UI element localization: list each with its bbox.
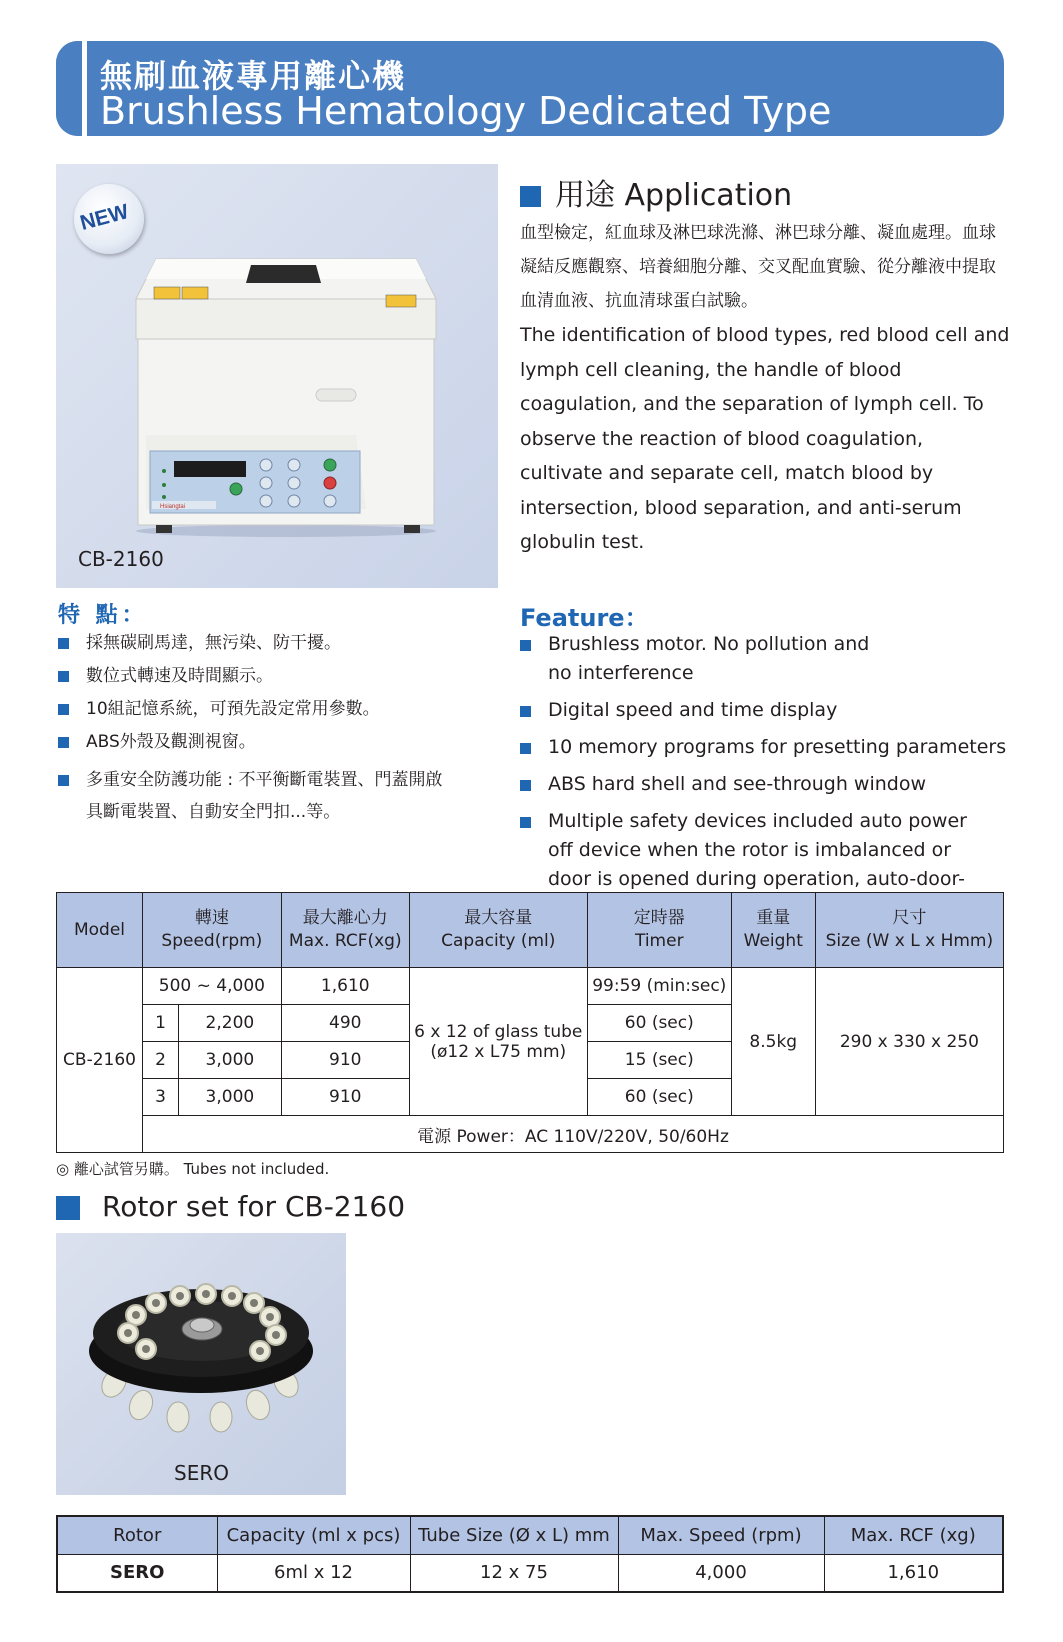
- cell-speed: 2,200: [179, 1005, 282, 1042]
- list-item: ABS外殼及觀測視窗。: [58, 731, 478, 753]
- cell-timer: 99:59 (min:sec): [587, 968, 731, 1005]
- bullet-square-icon: [58, 775, 69, 786]
- rotor-illustration: [56, 1233, 346, 1453]
- bullet-square-icon: [58, 638, 69, 649]
- table-header-row: [57, 893, 1004, 968]
- col-capacity: 最大容量 Capacity (ml): [409, 893, 587, 968]
- cell-timer: 60 (sec): [587, 1005, 731, 1042]
- banner-divider: [82, 41, 87, 136]
- bullet-square-icon: [58, 737, 69, 748]
- rotor-photo-label: SERO: [174, 1461, 229, 1485]
- list-item: 採無碳刷馬達，無污染、防干擾。: [58, 632, 478, 654]
- header-banner: [56, 41, 1004, 136]
- col-max-rcf: Max. RCF (xg): [824, 1516, 1003, 1554]
- section-square-icon: [56, 1196, 80, 1220]
- col-speed: 轉速 Speed(rpm): [143, 893, 282, 968]
- features-en-title: Feature：: [520, 604, 649, 632]
- application-text-en: The identification of blood types, red blood cell and lymph cell cleaning, the handle of blood coagulation, and the separation of lymph cell. To observe the reaction of blood coagulation, cultivate and separate cell, match blood by intersection, blood separation, and anti-serum globulin test.: [520, 324, 1010, 553]
- centrifuge-illustration: [116, 239, 456, 539]
- application-text-zh: 血型檢定，紅血球及淋巴球洗滌、淋巴球分離、凝血處理。血球凝結反應觀察、培養細胞分離、交叉配血實驗、從分離液中提取血清血液、抗血清球蛋白試驗。: [520, 223, 996, 311]
- product-model-label: CB-2160: [78, 547, 164, 571]
- bullet-square-icon: [58, 671, 69, 682]
- bullet-square-icon: [520, 780, 531, 791]
- col-size: 尺寸 Size (W x L x Hmm): [815, 893, 1003, 968]
- list-item: 數位式轉速及時間顯示。: [58, 665, 478, 687]
- table-header-row: [57, 1516, 1003, 1554]
- list-item: Multiple safety devices included auto power off device when the rotor is imbalanced or door is opened during operation, auto-door-: [520, 807, 990, 923]
- list-item: ABS hard shell and see-through window: [520, 770, 1010, 799]
- table-row: [57, 968, 1004, 1005]
- rotor-photo: [56, 1233, 346, 1495]
- rotor-table: [56, 1515, 1004, 1593]
- col-max-speed: Max. Speed (rpm): [618, 1516, 824, 1554]
- title-zh: 無刷血液專用離心機: [100, 57, 407, 95]
- cell-program: 2: [143, 1042, 179, 1079]
- rotor-heading: [56, 1190, 405, 1223]
- application-heading: [520, 170, 792, 214]
- col-weight: 重量 Weight: [731, 893, 815, 968]
- tubes-note: ◎ 離心試管另購。 Tubes not included.: [56, 1160, 330, 1178]
- spec-table: [56, 892, 1004, 1153]
- cell-size: 290 x 330 x 250: [815, 968, 1003, 1116]
- cell-capacity: 6 x 12 of glass tube (ø12 x L75 mm): [409, 968, 587, 1116]
- title-en: Brushless Hematology Dedicated Type: [100, 89, 832, 133]
- cell-speed: 3,000: [179, 1042, 282, 1079]
- product-photo: [56, 164, 498, 588]
- features-zh-list: [58, 632, 478, 839]
- list-item: Digital speed and time display: [520, 696, 1010, 725]
- table-row: [57, 1116, 1004, 1153]
- cell-rcf: 910: [281, 1079, 409, 1116]
- col-model: Model: [57, 893, 143, 968]
- cell-timer: 15 (sec): [587, 1042, 731, 1079]
- panel-brand: Hsiangtai: [160, 504, 186, 510]
- list-item: 多重安全防護功能 : 不平衡斷電裝置、門蓋開啟具斷電裝置、自動安全門扣...等。: [58, 764, 478, 828]
- section-square-icon: [520, 186, 541, 207]
- cell-rotor: SERO: [57, 1554, 217, 1592]
- bullet-square-icon: [520, 743, 531, 754]
- cell-tube-size: 12 x 75: [410, 1554, 618, 1592]
- bullet-square-icon: [520, 640, 531, 651]
- cell-speed: 500 ~ 4,000: [143, 968, 282, 1005]
- cell-model: CB-2160: [57, 968, 143, 1153]
- col-rcf: 最大離心力 Max. RCF(xg): [281, 893, 409, 968]
- application-title: 用途 Application: [555, 178, 793, 213]
- cell-rcf: 1,610: [281, 968, 409, 1005]
- cell-rcf: 490: [281, 1005, 409, 1042]
- cell-rcf: 910: [281, 1042, 409, 1079]
- new-badge-label: NEW: [77, 200, 132, 235]
- cell-weight: 8.5kg: [731, 968, 815, 1116]
- rotor-title: Rotor set for CB-2160: [102, 1190, 406, 1223]
- cell-power: 電源 Power：AC 110V/220V, 50/60Hz: [143, 1116, 1004, 1153]
- cell-max-rcf: 1,610: [824, 1554, 1003, 1592]
- bullet-square-icon: [520, 706, 531, 717]
- features-zh-title: 特 點：: [58, 603, 148, 628]
- cell-timer: 60 (sec): [587, 1079, 731, 1116]
- cell-program: 1: [143, 1005, 179, 1042]
- col-tube-size: Tube Size (Ø x L) mm: [410, 1516, 618, 1554]
- banner-stripe: [56, 41, 82, 136]
- cell-program: 3: [143, 1079, 179, 1116]
- col-capacity: Capacity (ml x pcs): [217, 1516, 410, 1554]
- cell-speed: 3,000: [179, 1079, 282, 1116]
- list-item: 10 memory programs for presetting parameters: [520, 733, 1010, 762]
- cell-capacity: 6ml x 12: [217, 1554, 410, 1592]
- list-item: 10組記憶系統，可預先設定常用參數。: [58, 698, 478, 720]
- bullet-square-icon: [58, 704, 69, 715]
- col-timer: 定時器 Timer: [587, 893, 731, 968]
- table-row: [57, 1554, 1003, 1592]
- features-en-list: [520, 630, 1010, 931]
- col-rotor: Rotor: [57, 1516, 217, 1554]
- bullet-square-icon: [520, 817, 531, 828]
- list-item: Brushless motor. No pollution and no interference: [520, 630, 880, 688]
- cell-max-speed: 4,000: [618, 1554, 824, 1592]
